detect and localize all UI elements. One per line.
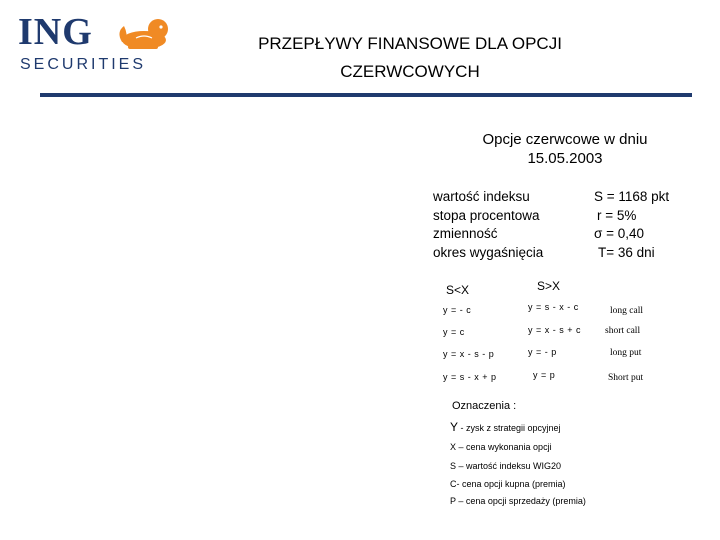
payoff-short-put-s-lt-x: y = s - x + p (443, 372, 497, 382)
legend-title: Oznaczenia : (452, 400, 517, 412)
title-divider (40, 93, 692, 97)
page-title (200, 30, 620, 86)
payoff-long-call-s-gt-x: y = s - x - c (528, 302, 579, 312)
strategy-long-put: long put (610, 348, 642, 358)
legend-item-y (450, 420, 561, 434)
title-line-1: PRZEPŁYWY FINANSOWE DLA OPCJI (258, 34, 562, 53)
legend-item-s: S – wartość indeksu WIG20 (450, 461, 562, 471)
payoff-long-put-s-lt-x: y = x - s - p (443, 349, 495, 359)
param-label-rate: stopa procentowa (433, 207, 540, 223)
strategy-short-put: Short put (608, 373, 644, 383)
strategy-short-call: short call (605, 326, 641, 336)
payoff-short-call-s-lt-x: y = c (443, 327, 465, 337)
logo-brand-text: ING (18, 11, 93, 53)
payoff-long-put-s-gt-x: y = - p (528, 347, 557, 357)
param-label-volatility: zmienność (433, 226, 498, 241)
param-value-volatility: σ = 0,40 (594, 226, 644, 241)
payoff-short-put-s-gt-x: y = p (533, 370, 556, 380)
subtitle-date: 15.05.2003 (527, 150, 603, 167)
param-value-expiry: T= 36 dni (598, 244, 655, 260)
subtitle (440, 130, 690, 168)
legend-text-y: - zysk z strategii opcyjnej (458, 423, 561, 433)
legend-item-p: P – cena opcji sprzedaży (premia) (450, 496, 586, 506)
logo-tagline: SECURITIES (20, 56, 147, 73)
payoff-long-call-s-lt-x: y = - c (443, 305, 472, 315)
param-label-expiry: okres wygaśnięcia (433, 244, 544, 260)
legend-symbol-y: Y (450, 420, 459, 434)
col-header-s-gt-x: S>X (537, 279, 561, 293)
subtitle-line-1: Opcje czerwcowe w dniu (482, 131, 648, 148)
param-value-rate: r = 5% (597, 207, 637, 223)
title-line-2: CZERWCOWYCH (340, 62, 480, 81)
ing-securities-logo (18, 12, 178, 74)
strategy-long-call: long call (610, 306, 643, 316)
lion-icon (114, 12, 174, 52)
col-header-s-lt-x: S<X (446, 283, 470, 297)
param-value-index: S = 1168 pkt (594, 189, 670, 204)
param-values (594, 188, 669, 262)
payoff-short-call-s-gt-x: y = x - s + c (528, 325, 582, 335)
param-labels (433, 188, 543, 262)
legend-item-x: X – cena wykonania opcji (450, 442, 552, 452)
param-label-index: wartość indeksu (433, 189, 530, 204)
legend-item-c: C- cena opcji kupna (premia) (450, 479, 566, 489)
